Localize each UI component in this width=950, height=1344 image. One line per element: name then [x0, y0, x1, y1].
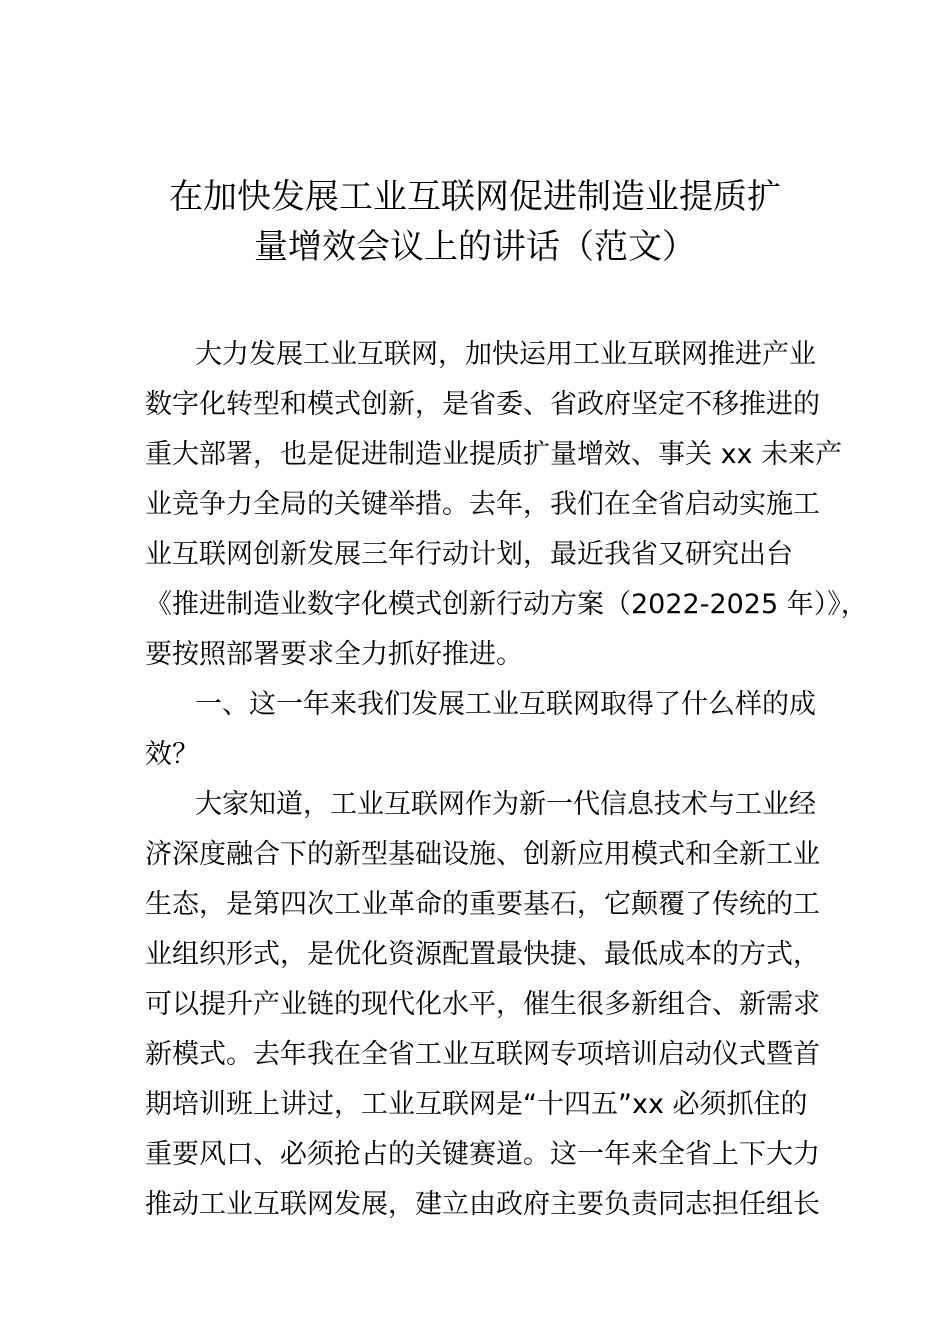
paragraph-line: 业竞争力全局的关键举措。去年，我们在全省启动实施工 — [145, 489, 820, 520]
paragraph-line: 期培训班上讲过，工业互联网是“十四五”xx 必须抓住的 — [145, 1089, 808, 1120]
paragraph-intro — [145, 330, 868, 680]
paragraph-line: 生态，是第四次工业革命的重要基石，它颠覆了传统的工 — [145, 889, 820, 920]
paragraph-line: 可以提升产业链的现代化水平，催生很多新组合、新需求 — [145, 989, 820, 1020]
paragraph-line: 济深度融合下的新型基础设施、创新应用模式和全新工业 — [145, 839, 820, 870]
paragraph-line: 大家知道，工业互联网作为新一代信息技术与工业经 — [195, 789, 816, 820]
paragraph-industrial-internet — [145, 780, 835, 1230]
section-heading-1 — [145, 680, 835, 780]
paragraph-line: 业互联网创新发展三年行动计划，最近我省又研究出台 — [145, 539, 793, 570]
paragraph-line: 重要风口、必须抢占的关键赛道。这一年来全省上下大力 — [145, 1139, 820, 1170]
paragraph-line: 业组织形式，是优化资源配置最快捷、最低成本的方式， — [145, 939, 820, 970]
title-line-1: 在加快发展工业互联网促进制造业提质扩 — [169, 177, 781, 217]
document-title — [120, 172, 830, 272]
paragraph-line: 大力发展工业互联网，加快运用工业互联网推进产业 — [195, 339, 816, 370]
heading-line: 一、这一年来我们发展工业互联网取得了什么样的成 — [195, 689, 816, 720]
paragraph-line: 要按照部署要求全力抓好推进。 — [145, 639, 523, 670]
paragraph-line: 重大部署，也是促进制造业提质扩量增效、事关 xx 未来产 — [145, 439, 843, 470]
paragraph-line: 推动工业互联网发展，建立由政府主要负责同志担任组长 — [145, 1189, 820, 1220]
title-line-2: 量增效会议上的讲话（范文） — [254, 227, 696, 267]
paragraph-line: 新模式。去年我在全省工业互联网专项培训启动仪式暨首 — [145, 1039, 820, 1070]
paragraph-line: 数字化转型和模式创新，是省委、省政府坚定不移推进的 — [145, 389, 820, 420]
paragraph-line: 《推进制造业数字化模式创新行动方案（2022-2025 年）》， — [145, 589, 868, 620]
document-body — [145, 330, 868, 1230]
heading-line: 效？ — [145, 739, 199, 770]
